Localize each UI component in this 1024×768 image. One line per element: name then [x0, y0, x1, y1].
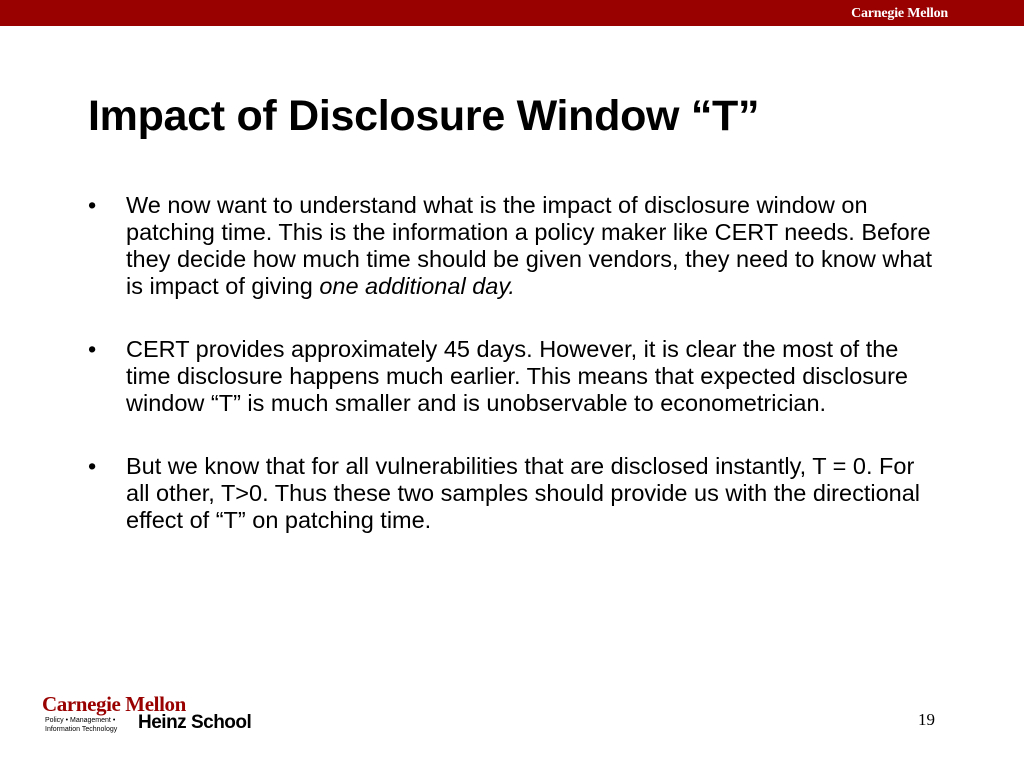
header-logo: Carnegie Mellon	[851, 6, 948, 21]
bullet-text: We now want to understand what is the impact of disclosure window on patching time. This is the information a policy maker like CERT needs. Before they decide how much time should be given vendors, they need to know what is impact of giving	[126, 192, 933, 299]
slide-title: Impact of Disclosure Window “T”	[88, 92, 760, 140]
bullet-text: But we know that for all vulnerabilities that are disclosed instantly, T = 0. For all other, T>0. Thus these two samples should provide us with the directional effect of “T” on patching time.	[126, 453, 921, 533]
bullet-item-3	[88, 453, 938, 534]
footer-logo	[42, 692, 262, 736]
bullet-text: CERT provides approximately 45 days. However, it is clear the most of the time disclosure happens much earlier. This means that expected disclosure window “T” is much smaller and is unobservable to econometrician.	[126, 336, 908, 416]
bullet-marker: •	[88, 192, 97, 218]
footer-subtitle	[45, 716, 117, 734]
footer-subtitle-line-2: Information Technology	[45, 726, 118, 733]
footer-school: Heinz School	[138, 712, 252, 733]
header-bar	[0, 0, 1024, 26]
bullet-marker: •	[88, 336, 97, 362]
bullet-emphasis: one additional day.	[319, 273, 515, 299]
bullet-list	[88, 192, 938, 570]
footer-subtitle-line-1: Policy • Management •	[45, 717, 116, 724]
bullet-item-2	[88, 336, 938, 417]
page-number: 19	[918, 710, 935, 729]
bullet-marker: •	[88, 453, 97, 479]
bullet-item-1	[88, 192, 938, 300]
footer-brand: Carnegie Mellon	[42, 692, 186, 716]
